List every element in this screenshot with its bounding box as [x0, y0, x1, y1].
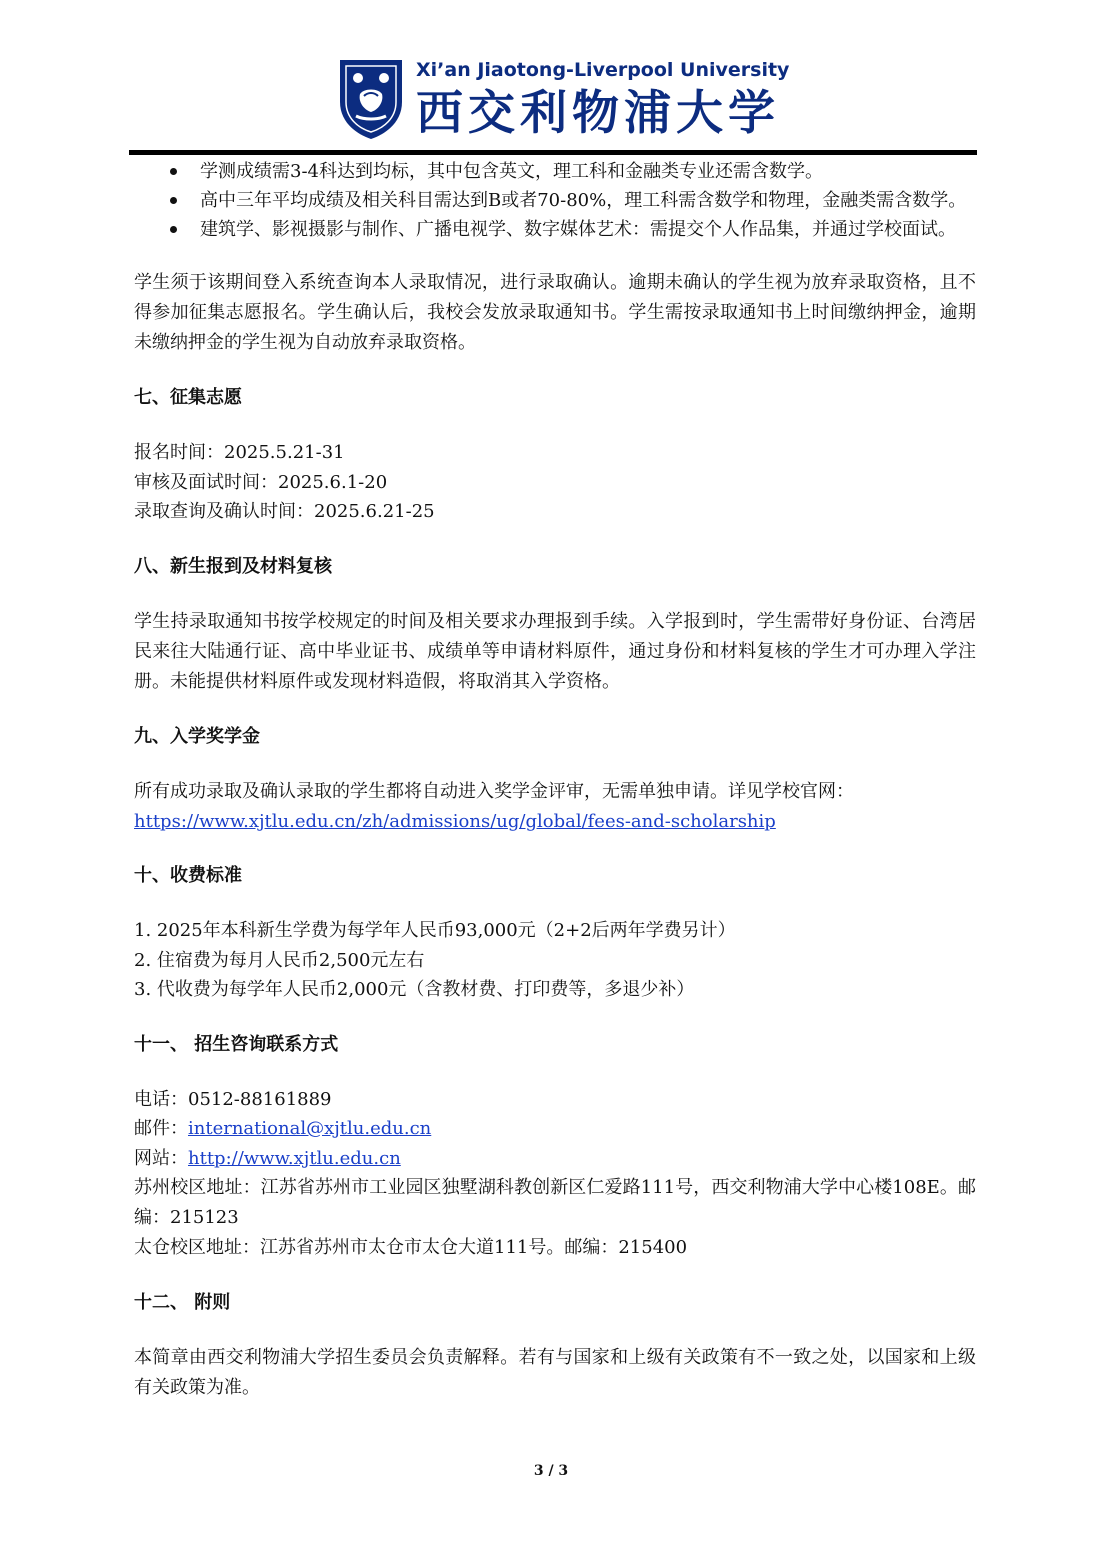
section-heading-registration: 八、新生报到及材料复核 [134, 555, 332, 577]
document-body [134, 157, 976, 1403]
bullet-icon [170, 197, 177, 204]
bullet-icon [170, 168, 177, 175]
header-divider [129, 150, 977, 155]
contact-website: 网站：http://www.xjtlu.edu.cn [134, 1147, 401, 1169]
requirements-list [134, 157, 976, 244]
admission-query-time: 录取查询及确认时间：2025.6.21-25 [134, 501, 435, 522]
page-header [0, 0, 1102, 160]
phone-number: 0512-88161889 [188, 1088, 332, 1110]
registration-time: 报名时间：2025.5.21-31 [134, 442, 345, 463]
university-crest-icon [338, 58, 404, 140]
section-heading-scholarship: 九、入学奖学金 [134, 725, 260, 747]
section-heading-contact: 十一、 招生咨询联系方式 [134, 1033, 339, 1055]
registration-paragraph: 学生持录取通知书按学校规定的时间及相关要求办理报到手续。入学报到时，学生需带好身份证、台湾居民来往大陆通行证、高中毕业证书、成绩单等申请材料原件，通过身份和材料复核的学生才可办理入学注册。未能提供材料原件或发现材料造假，将取消其入学资格。 [134, 610, 976, 692]
university-name-cn: 西交利物浦大学 [416, 86, 780, 141]
accommodation-fee: 2. 住宿费为每月人民币2,500元左右 [134, 949, 425, 971]
section-heading-appendix: 十二、 附则 [134, 1292, 231, 1313]
bullet-icon [170, 226, 177, 233]
taicang-address: 太仓校区地址：江苏省苏州市太仓市太仓大道111号。邮编：215400 [134, 1237, 688, 1258]
collection-fee: 3. 代收费为每学年人民币2,000元（含教材费、打印费等，多退少补） [134, 979, 695, 1000]
website-link[interactable]: http://www.xjtlu.edu.cn [188, 1147, 401, 1169]
page-number: 3 / 3 [533, 1463, 569, 1479]
contact-email: 邮件：international@xjtlu.edu.cn [134, 1118, 432, 1139]
interview-time: 审核及面试时间：2025.6.1-20 [134, 471, 388, 493]
list-item: 高中三年平均成绩及相关科目需达到B或者70-80%，理工科需含数学和物理，金融类需含数学。 [134, 186, 976, 215]
scholarship-paragraph: 所有成功录取及确认录取的学生都将自动进入奖学金评审，无需单独申请。详见学校官网： [134, 780, 854, 802]
scholarship-link[interactable]: https://www.xjtlu.edu.cn/zh/admissions/ug/global/fees-and-scholarship [134, 810, 776, 832]
email-link[interactable]: international@xjtlu.edu.cn [188, 1118, 432, 1139]
suzhou-address: 苏州校区地址：江苏省苏州市工业园区独墅湖科教创新区仁爱路111号，西交利物浦大学中心楼108E。邮编：215123 [134, 1177, 976, 1228]
admission-confirmation-paragraph: 学生须于该期间登入系统查询本人录取情况，进行录取确认。逾期未确认的学生视为放弃录取资格，且不得参加征集志愿报名。学生确认后，我校会发放录取通知书。学生需按录取通知书上时间缴纳押金，逾期未缴纳押金的学生视为自动放弃录取资格。 [134, 272, 976, 353]
appendix-paragraph: 本简章由西交利物浦大学招生委员会负责解释。若有与国家和上级有关政策有不一致之处，以国家和上级有关政策为准。 [134, 1347, 976, 1398]
list-item: 学测成绩需3-4科达到均标，其中包含英文，理工科和金融类专业还需含数学。 [134, 157, 976, 186]
list-item: 建筑学、影视摄影与制作、广播电视学、数字媒体艺术：需提交个人作品集，并通过学校面试。 [134, 215, 976, 244]
section-heading-fees: 十、收费标准 [134, 865, 242, 886]
contact-phone: 电话：0512-88161889 [134, 1088, 332, 1110]
tuition-fee: 1. 2025年本科新生学费为每学年人民币93,000元（2+2后两年学费另计） [134, 920, 736, 941]
section-heading-supplementary: 七、征集志愿 [134, 387, 242, 408]
university-name-en: Xi’an Jiaotong-Liverpool University [416, 59, 790, 81]
